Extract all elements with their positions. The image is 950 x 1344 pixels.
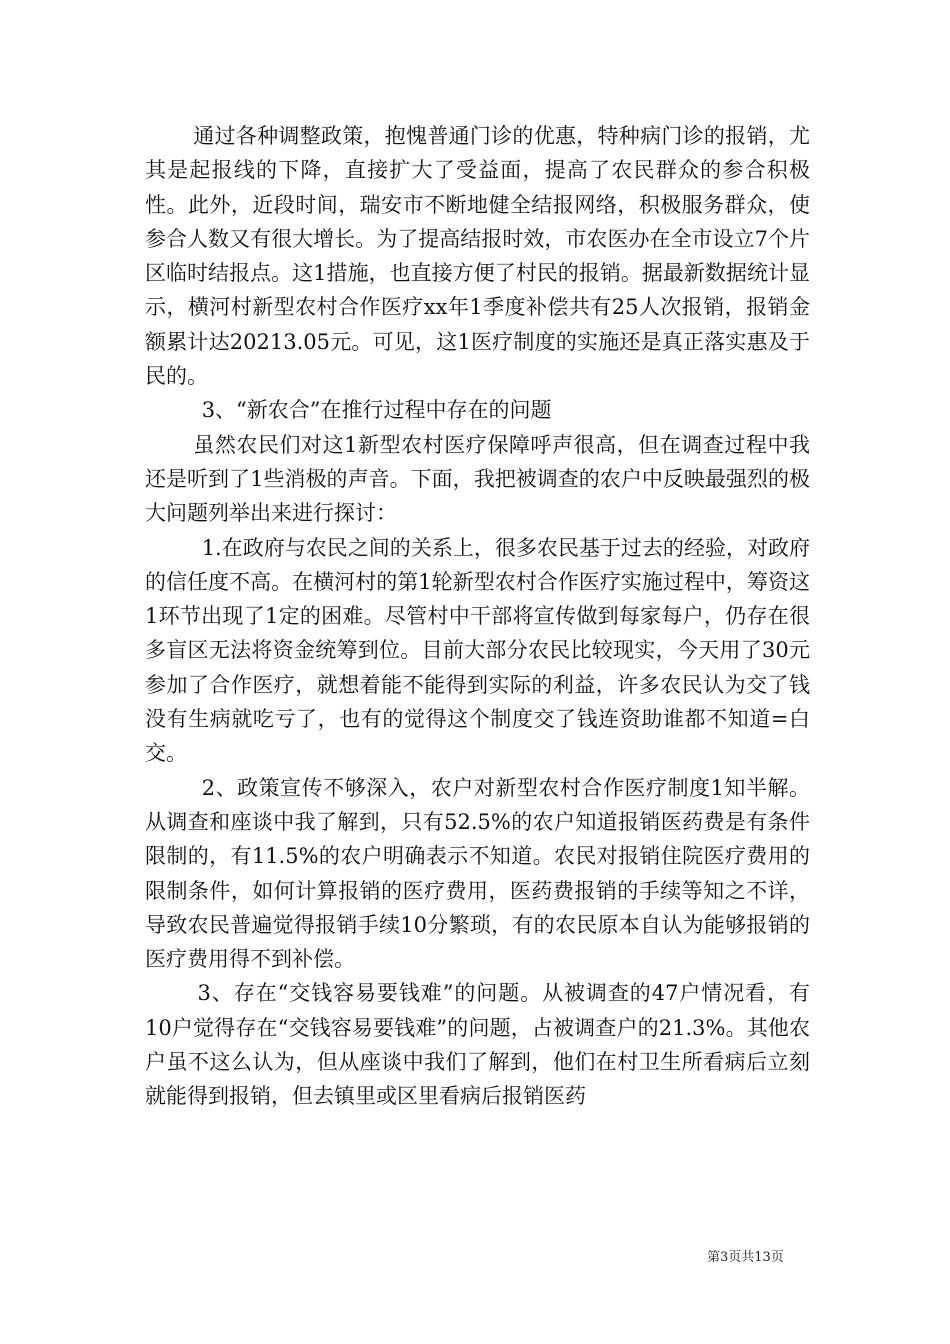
paragraph-problem-1: 1.在政府与农民之间的关系上，很多农民基于过去的经验，对政府的信任度不高。在横河村的第1轮新型农村合作医疗实施过程中，筹资这1环节出现了1定的困难。尽管村中干部将宣传做到每家每户，仍存在很多盲区无法将资金统筹到位。目前大部分农民比较现实，今天用了30元参加了合作医疗，就想着能不能得到实际的利益，许多农民认为交了钱没有生病就吃亏了，也有的觉得这个制度交了钱连资助谁都不知道=白交。 [145,535,810,766]
document-body [145,119,810,1114]
paragraph-intro-problems: 虽然农民们对这1新型农村医疗保障呼声很高，但在调查过程中我还是听到了1些消极的声音。下面，我把被调查的农户中反映最强烈的极大问题列举出来进行探讨： [145,432,810,526]
section-heading-problems: 3、“新农合”在推行过程中存在的问题 [201,398,552,423]
page-number-footer: 第3页共13页 [707,1250,784,1265]
paragraph-benefits: 通过各种调整政策，抱愧普通门诊的优惠，特种病门诊的报销，尤其是起报线的下降，直接扩大了受益面，提高了农民群众的参合积极性。此外，近段时间，瑞安市不断地健全结报网络，积极服务群众，使参合人数又有很大增长。为了提高结报时效，市农医办在全市设立7个片区临时结报点。这1措施，也直接方便了村民的报销。据最新数据统计显示，横河村新型农村合作医疗xx年1季度补偿共有25人次报销，报销金额累计达20213.05元。可见，这1医疗制度的实施还是真正落实惠及于民的。 [145,124,810,389]
paragraph-problem-2: 2、政策宣传不够深入，农户对新型农村合作医疗制度1知半解。从调查和座谈中我了解到，只有52.5%的农户知道报销医药费是有条件限制的，有11.5%的农户明确表示不知道。农民对报销住院医疗费用的限制条件，如何计算报销的医疗费用，医药费报销的手续等知之不详，导致农民普遍觉得报销手续10分繁琐，有的农民原本自认为能够报销的医疗费用得不到补偿。 [145,775,810,972]
paragraph-problem-3: 3、存在“交钱容易要钱难”的问题。从被调查的47户情况看，有10户觉得存在“交钱容易要钱难”的问题，占被调查户的21.3%。其他农户虽不这么认为，但从座谈中我们了解到，他们在村卫生所看病后立刻就能得到报销，但去镇里或区里看病后报销医药 [145,981,810,1109]
